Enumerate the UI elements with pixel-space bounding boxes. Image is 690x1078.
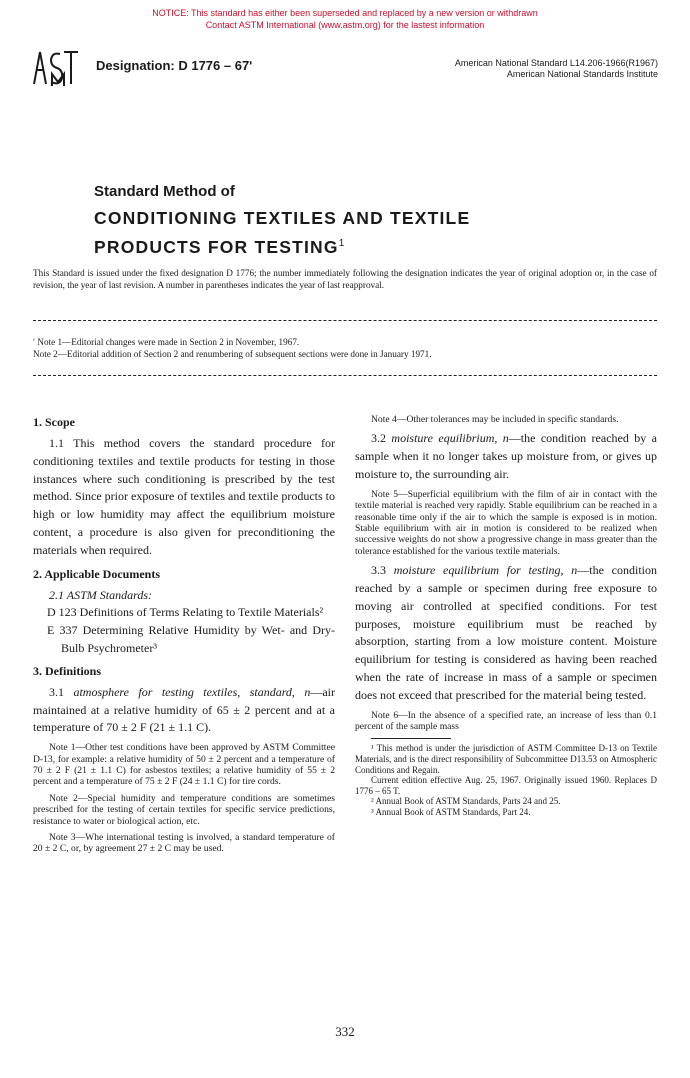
def-3-2-term: moisture equilibrium, n bbox=[391, 431, 509, 446]
title-main bbox=[94, 205, 470, 260]
def-3-1-text: —air maintained at a relative humidity of 65 ± 2 percent and at a temperature of 70 ± 2 F (21 ± 1.1 C). bbox=[33, 684, 336, 735]
astm-logo bbox=[30, 44, 86, 90]
footnote-1-edition: Current edition effective Aug. 25, 1967. Originally issued 1960. Replaces D 1776 – 65 T. bbox=[355, 775, 657, 796]
note-4: Note 4—Other tolerances may be included in specific standards. bbox=[371, 414, 619, 425]
definition-3-3 bbox=[355, 562, 657, 704]
note-6: Note 6—In the absence of a specified rate, an increase of less than 0.1 percent of the sample mass bbox=[355, 709, 657, 733]
divider-bottom bbox=[33, 375, 657, 376]
scope-paragraph: 1.1 This method covers the standard procedure for conditioning textiles and textile products for testing in those instances where such conditioning is prescribed by the test method. Since prior exposure of textiles and textile products to high or low humidity may affect the equilibrium moisture content, a procedure is also given for preconditioning the materials when required. bbox=[33, 436, 335, 557]
title-footnote-mark: 1 bbox=[338, 238, 346, 249]
left-column bbox=[33, 414, 335, 860]
notice-line-2: Contact ASTM International (www.astm.org) for the lastest information bbox=[205, 20, 485, 30]
definition-3-1 bbox=[33, 684, 335, 737]
document-item-d123: D 123 Definitions of Terms Relating to Textile Materials² bbox=[47, 605, 324, 620]
documents-subheading bbox=[33, 587, 335, 605]
note-1: Note 1—Other test conditions have been approved by ASTM Committee D-13, for example: a relative humidity of 50 ± 2 percent and a temperature of 70 ± 2 F (21 ± 1.1 C) for asbestos textiles; a relative humidity of 55 ± 2 percent and a temperature of 75 ± 2 F (24 ± 1.1 C) for tire cords. bbox=[33, 742, 335, 788]
note-3: Note 3—Whe international testing is involved, a standard temperature of 20 ± 2 C, or, by agreement 27 ± 2 C may be used. bbox=[33, 832, 335, 855]
footnote-rule bbox=[371, 738, 451, 739]
def-3-2-num: 3.2 bbox=[371, 431, 386, 446]
designation: Designation: D 1776 – 67ʹ bbox=[96, 58, 253, 73]
def-3-3-text: —the condition reached by a sample or specimen during free exposure to moving air controlled at specified conditions. For test purposes, moisture equilibrium must be reached by absorption, starting from a low moisture content. Moisture equilibrium for testing is considered as having been reached when the rate of increase in mass of a sample or specimen does not exceed that prescribed for the material being tested. bbox=[355, 563, 657, 702]
editorial-notes bbox=[33, 336, 657, 360]
title-line-1: CONDITIONING TEXTILES AND TEXTILE bbox=[94, 208, 471, 228]
def-3-1-num: 3.1 bbox=[49, 684, 64, 699]
note-5: Note 5—Superficial equilibrium with the film of air in contact with the textile material is reached very rapidly. Stable equilibrium can be reached in a reasonable time only if the air to which the sample is exposed is in motion. Stable equilibrium with air in motion is considered to be realized when successive weights do not show a progressive change in mass greater than the tolerance established for the various textile materials. bbox=[355, 488, 657, 557]
title-subtitle: Standard Method of bbox=[94, 183, 235, 200]
def-3-3-term: moisture equilibrium for testing, n bbox=[393, 563, 578, 578]
section-documents-heading: 2. Applicable Documents bbox=[33, 566, 161, 581]
note-2: Note 2—Special humidity and temperature conditions are sometimes prescribed for the testing of certain textiles for specific service predictions, resistance to water or biological action, etc. bbox=[33, 792, 335, 827]
right-column bbox=[355, 414, 657, 818]
def-3-3-num: 3.3 bbox=[371, 563, 386, 578]
title-line-2 bbox=[94, 231, 470, 260]
ansi-reference bbox=[455, 58, 658, 80]
documents-subheading-text: 2.1 ASTM Standards: bbox=[49, 587, 153, 602]
title-line-2-text: PRODUCTS FOR TESTING bbox=[94, 236, 339, 257]
editorial-note-2: Note 2—Editorial addition of Section 2 and renumbering of subsequent sections were done in January 1971. bbox=[33, 349, 432, 359]
ansi-line-2: American National Standards Institute bbox=[506, 69, 658, 79]
footnote-2: ² Annual Book of ASTM Standards, Parts 24 and 25. bbox=[371, 796, 561, 807]
def-3-1-term: atmosphere for testing textiles, standard, n bbox=[73, 684, 311, 699]
ansi-line-1: American National Standard L14.206-1966(R1967) bbox=[454, 58, 658, 68]
footnote-1: ¹ This method is under the jurisdiction of ASTM Committee D-13 on Textile Materials, and is the direct responsibility of Subcommittee D13.53 on Atmospheric Conditions and Regain. bbox=[355, 743, 657, 775]
editorial-note-1: ʹ Note 1—Editorial changes were made in Section 2 in November, 1967. bbox=[33, 337, 300, 347]
notice-line-1: NOTICE: This standard has either been superseded and replaced by a new version or withdrawn bbox=[152, 8, 538, 18]
section-definitions-heading: 3. Definitions bbox=[33, 663, 102, 678]
definition-3-2 bbox=[355, 430, 657, 483]
issue-note: This Standard is issued under the fixed designation D 1776; the number immediately following the designation indicates the year of original adoption or, in the case of revision, the year of last revision. A number in parentheses indicates the year of last reapproval. bbox=[33, 268, 657, 290]
footnote-3: ³ Annual Book of ASTM Standards, Part 24. bbox=[371, 806, 531, 817]
def-3-2-text: —the condition reached by a sample when it no longer takes up moisture from, or gives up moisture to, the surrounding air. bbox=[355, 431, 657, 481]
page-number: 332 bbox=[335, 1024, 355, 1039]
section-scope-heading: 1. Scope bbox=[33, 415, 75, 429]
divider-top bbox=[33, 320, 657, 321]
document-item-e337: E 337 Determining Relative Humidity by Wet- and Dry-Bulb Psychrometer³ bbox=[47, 623, 335, 655]
